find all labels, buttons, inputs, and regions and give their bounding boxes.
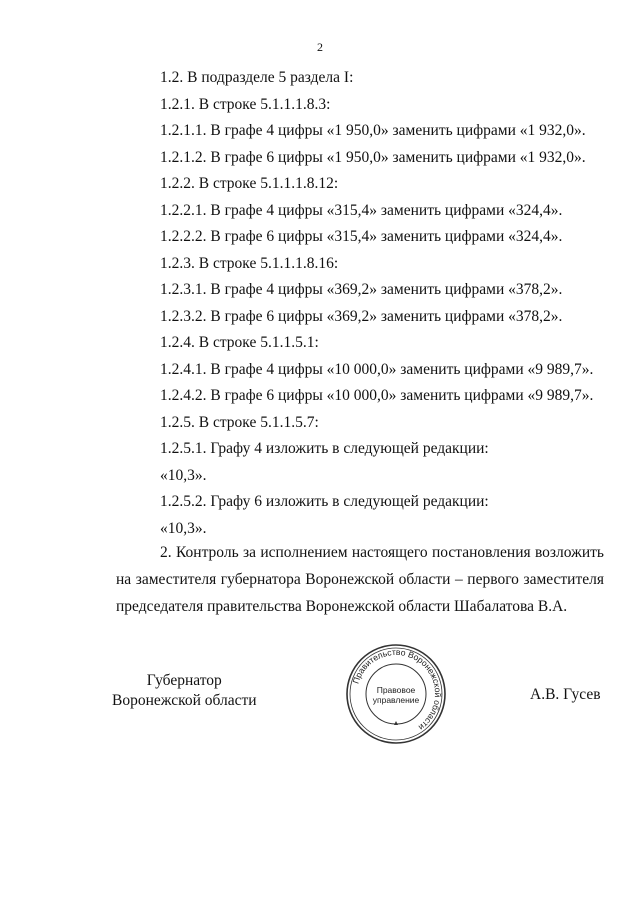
text-line: 1.2.3. В строке 5.1.1.1.8.16: (160, 255, 339, 272)
text-line: 1.2.2.1. В графе 4 цифры «315,4» заменить цифрами «324,4». (160, 202, 563, 219)
stamp-inner-line-2: управление (372, 695, 420, 705)
signatory-title (112, 671, 257, 711)
text-line: 1.2.1.1. В графе 4 цифры «1 950,0» заменить цифрами «1 932,0». (160, 122, 586, 139)
paragraph-2-line-2: на заместителя губернатора Воронежской области – первого заместителя (116, 571, 604, 588)
stamp-inner-line-1: Правовое (376, 685, 416, 695)
signatory-title-line-1: Губернатор (146, 672, 222, 689)
text-line: 1.2.5. В строке 5.1.1.5.7: (160, 414, 319, 431)
official-stamp (345, 643, 447, 745)
page-number: 2 (317, 40, 323, 54)
text-line: 1.2.5.1. Графу 4 изложить в следующей редакции: (160, 440, 489, 457)
paragraph-2-line-1: 2. Контроль за исполнением настоящего постановления возложить (160, 544, 604, 561)
text-line: 1.2.2.2. В графе 6 цифры «315,4» заменить цифрами «324,4». (160, 228, 563, 245)
paragraph-2-line-3: председателя правительства Воронежской области Шабалатова В.А. (116, 598, 568, 615)
text-line: 1.2.4. В строке 5.1.1.5.1: (160, 334, 319, 351)
text-line: 1.2.4.2. В графе 6 цифры «10 000,0» заменить цифрами «9 989,7». (160, 387, 594, 404)
text-line: 1.2.1.2. В графе 6 цифры «1 950,0» заменить цифрами «1 932,0». (160, 149, 586, 166)
text-line: 1.2. В подразделе 5 раздела I: (160, 69, 354, 86)
text-line: «10,3». (160, 520, 207, 537)
text-line: 1.2.4.1. В графе 4 цифры «10 000,0» заменить цифрами «9 989,7». (160, 361, 594, 378)
text-line: 1.2.5.2. Графу 6 изложить в следующей редакции: (160, 493, 489, 510)
text-line: 1.2.3.2. В графе 6 цифры «369,2» заменить цифрами «378,2». (160, 308, 563, 325)
text-line: «10,3». (160, 467, 207, 484)
signatory-title-line-2: Воронежской области (112, 692, 257, 709)
text-line: 1.2.1. В строке 5.1.1.1.8.3: (160, 96, 331, 113)
text-line: 1.2.3.1. В графе 4 цифры «369,2» заменить цифрами «378,2». (160, 281, 563, 298)
paragraph-2 (116, 539, 604, 620)
stamp-ring-text: Правительство Воронежской области (350, 646, 444, 733)
text-line: 1.2.2. В строке 5.1.1.1.8.12: (160, 175, 339, 192)
stamp-emblem-icon (394, 721, 398, 725)
signatory-name: А.В. Гусев (530, 686, 601, 703)
